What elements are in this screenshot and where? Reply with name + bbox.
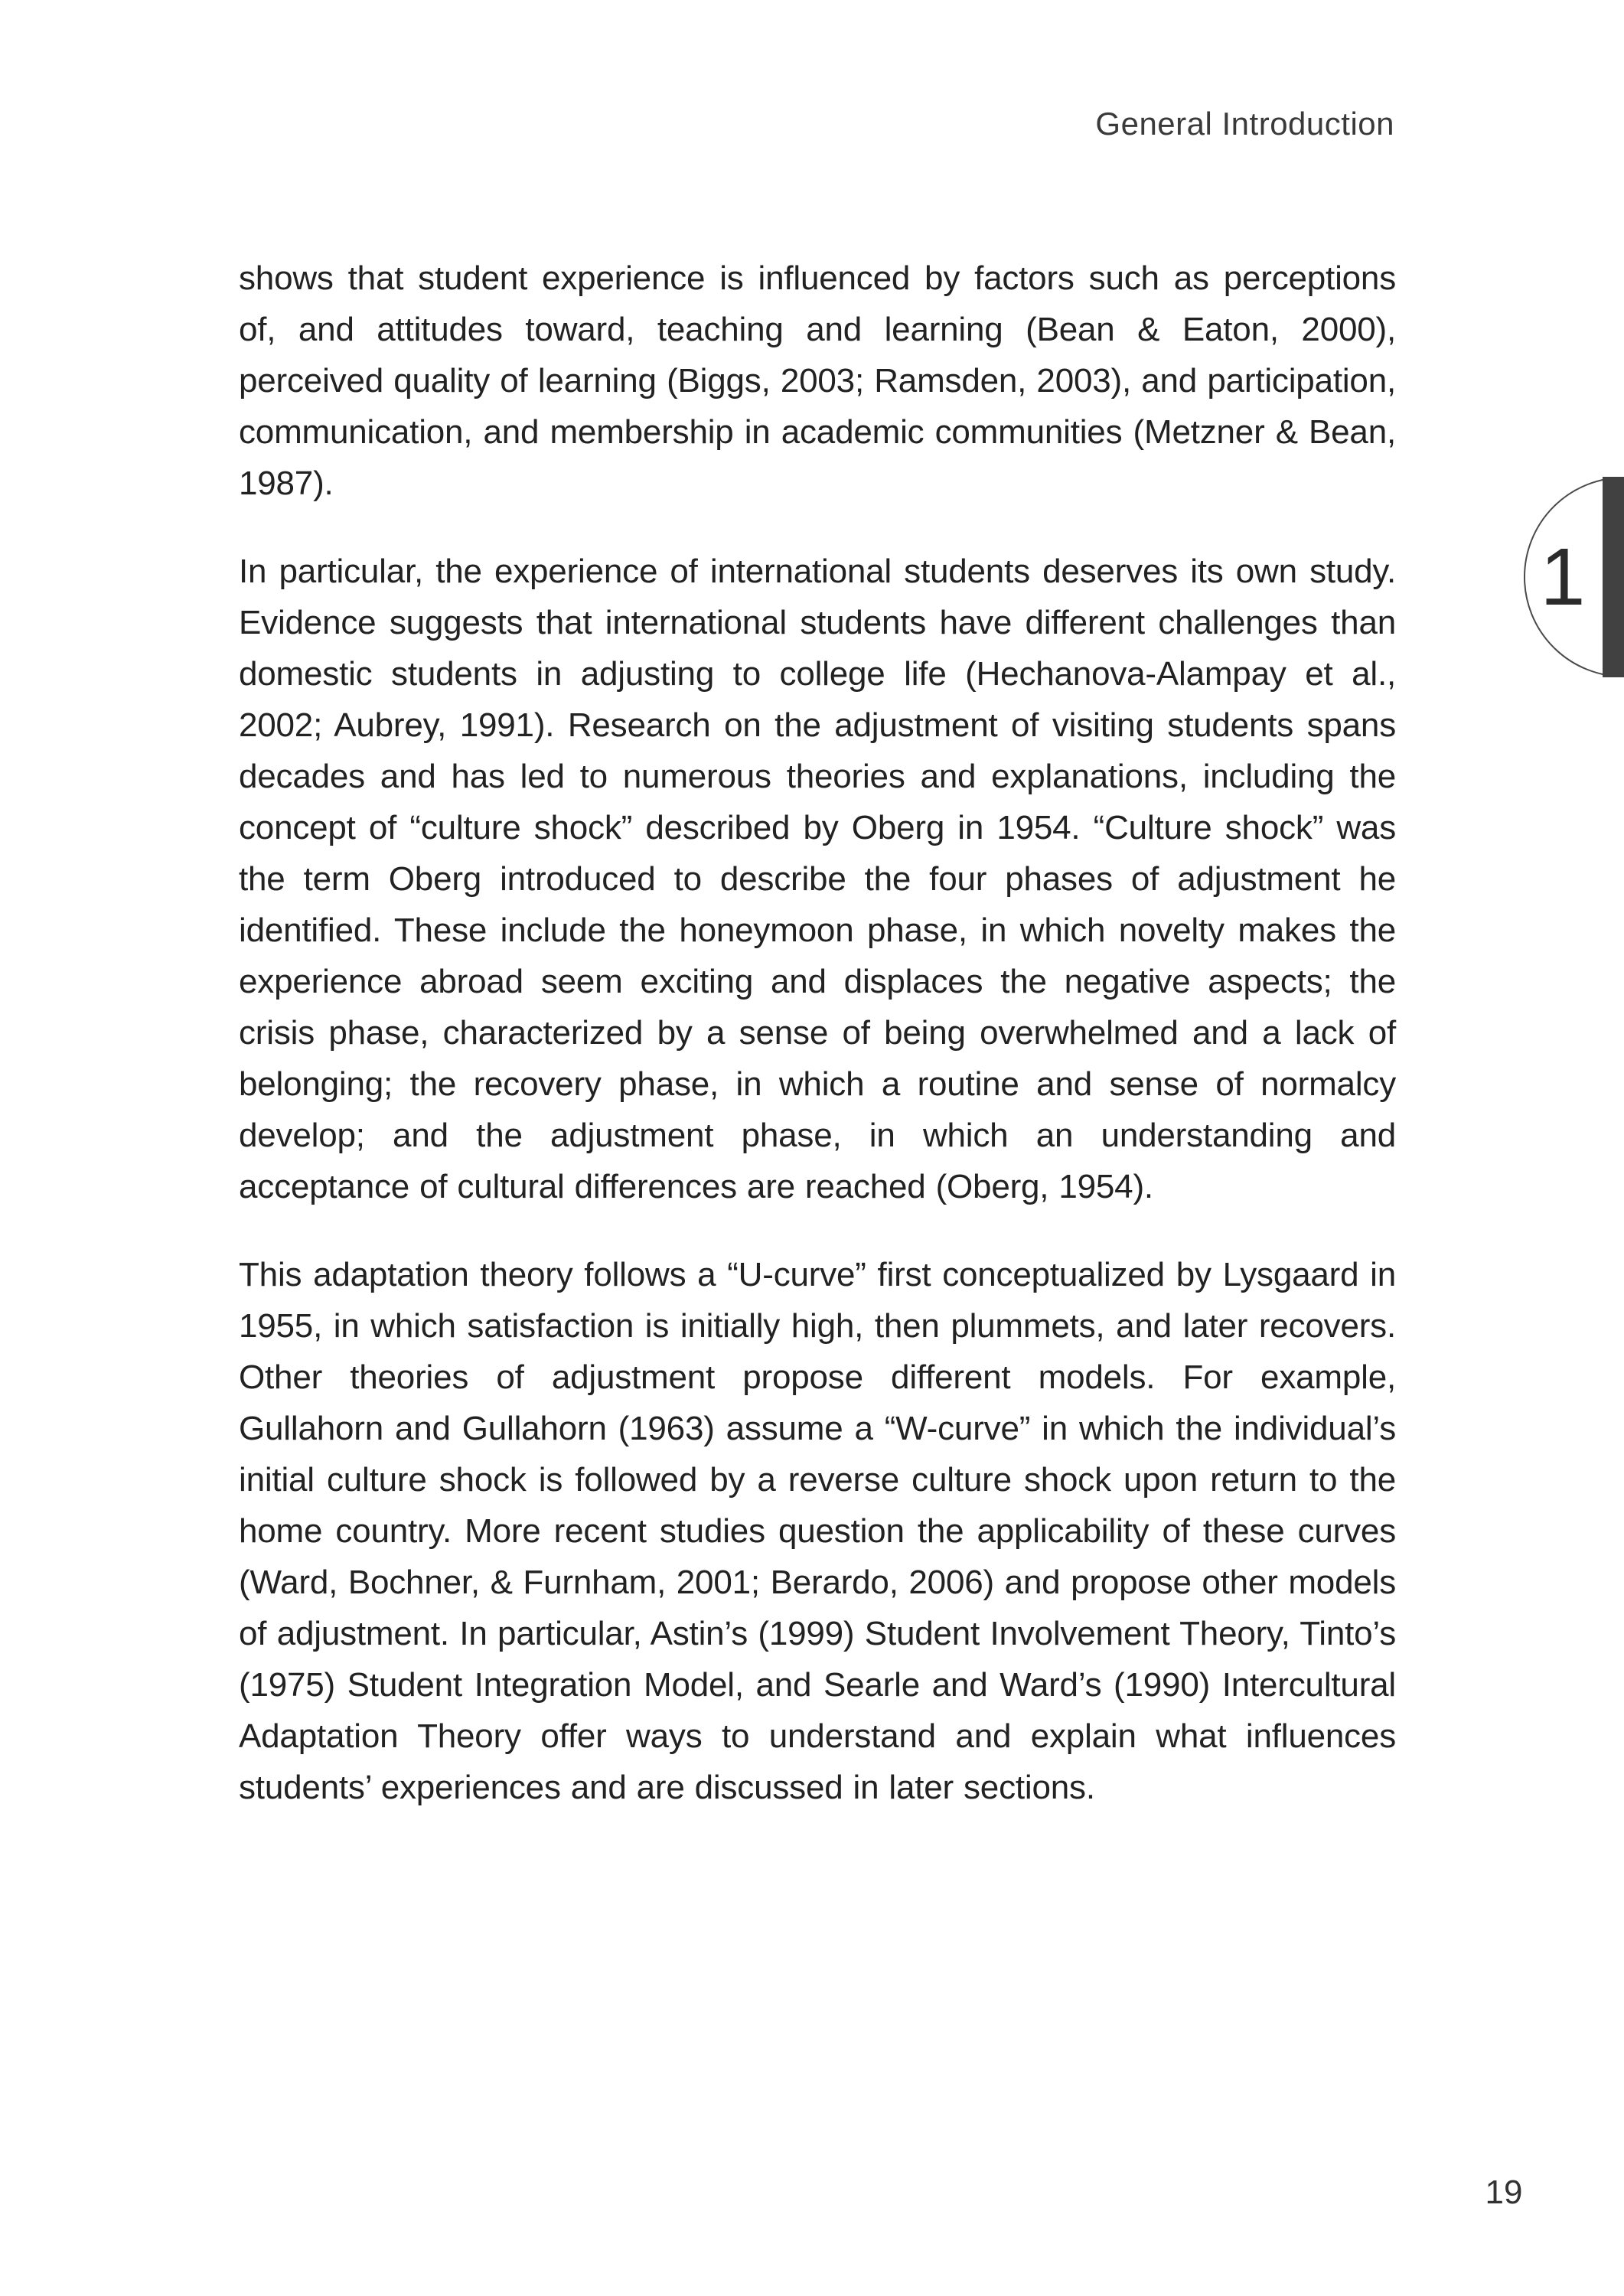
body-text-block [239,253,1396,1850]
chapter-tab [1423,477,1624,677]
page-number: 19 [1485,2174,1523,2211]
body-paragraph: In particular, the experience of international students deserves its own study. Evidence suggests that international students have different challenges than domestic students in adjusting to college life (Hechanova-Alampay et al., 2002; Aubrey, 1991). Research on the adjustment of visiting students spans decades and has led to numerous theories and explanations, including the concept of “culture shock” described by Oberg in 1954. “Culture shock” was the term Oberg introduced to describe the four phases of adjustment he identified. These include the honeymoon phase, in which novelty makes the experience abroad seem exciting and displaces the negative aspects; the crisis phase, characterized by a sense of being overwhelmed and a lack of belonging; the recovery phase, in which a routine and sense of normalcy develop; and the adjustment phase, in which an understanding and acceptance of cultural differences are reached (Oberg, 1954). [239,553,1396,1205]
body-paragraph: This adaptation theory follows a “U-curve” first conceptualized by Lysgaard in 1955, in which satisfaction is initially high, then plummets, and later recovers. Other theories of adjustment propose different models. For example, Gullahorn and Gullahorn (1963) assume a “W-curve” in which the individual’s initial culture shock is followed by a reverse culture shock upon return to the home country. More recent studies question the applicability of these curves (Ward, Bochner, & Furnham, 2001; Berardo, 2006) and propose other models of adjustment. In particular, Astin’s (1999) Student Involvement Theory, Tinto’s (1975) Student Integration Model, and Searle and Ward’s (1990) Intercultural Adaptation Theory offer ways to understand and explain what influences students’ experiences and are discussed in later sections. [239,1256,1396,1806]
body-paragraph: shows that student experience is influenced by factors such as perceptions of, and attitudes toward, teaching and learning (Bean & Eaton, 2000), perceived quality of learning (Biggs, 2003; Ramsden, 2003), and participation, communication, and membership in academic communities (Metzner & Bean, 1987). [239,259,1396,502]
chapter-number: 1 [1540,531,1586,622]
chapter-edge-bar [1603,477,1624,677]
running-header: General Introduction [1095,106,1394,142]
